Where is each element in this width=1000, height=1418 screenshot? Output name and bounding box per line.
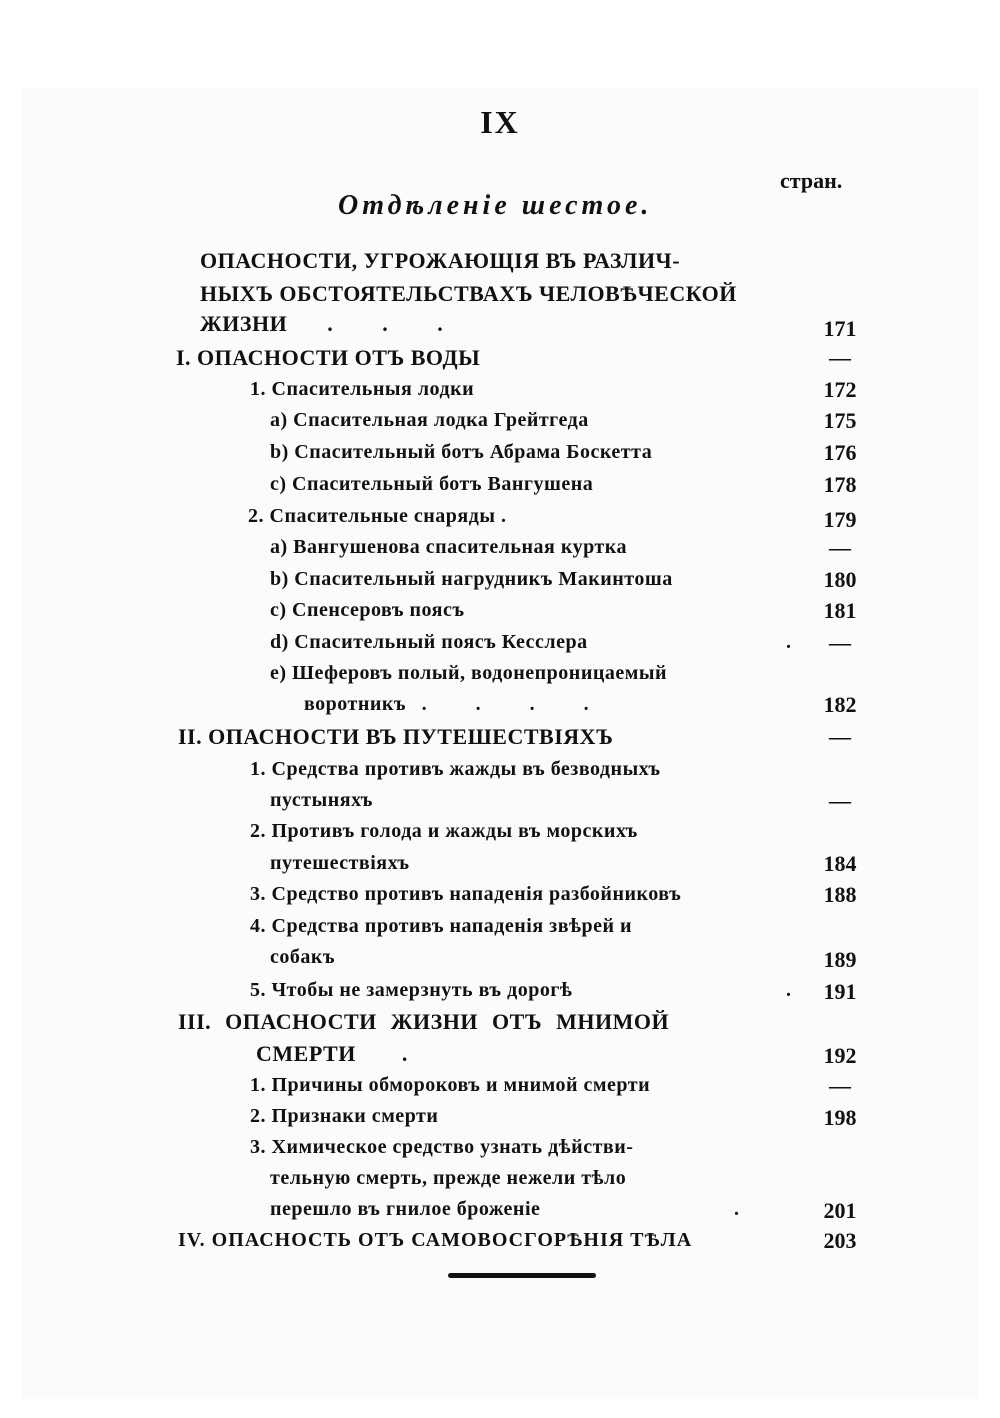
toc-entry-page: —: [829, 630, 851, 655]
toc-entry: [270, 437, 652, 468]
pages-column-label: стран.: [780, 168, 843, 193]
toc-entry: [270, 595, 465, 626]
toc-entry-page: 179: [823, 507, 857, 532]
toc-entry-text: 5. Чтобы не замерзнуть въ дорогѣ: [250, 979, 573, 1001]
toc-entry-text: e) Шеферовъ полый, водонепроницаемый: [270, 662, 668, 684]
toc-entry-page: 172: [823, 377, 857, 402]
toc-entry-text: b) Спасительный ботъ Абрама Боскетта: [270, 441, 653, 463]
toc-entry-text: b) Спасительный нагрудникъ Макинтоша: [270, 568, 673, 590]
toc-entry: [250, 975, 792, 1006]
toc-entry-page: 203: [823, 1228, 857, 1253]
toc-entry-leader: .: [401, 1041, 408, 1066]
intro-heading-line-2: НЫХЪ ОБСТОЯТЕЛЬСТВАХЪ ЧЕЛОВѢЧЕСКОЙ: [200, 281, 737, 306]
toc-entry: [178, 1225, 692, 1256]
toc-entry-page: 176: [823, 440, 857, 465]
toc-entry-text: III. ОПАСНОСТИ ЖИЗНИ ОТЪ МНИМОЙ: [178, 1009, 670, 1034]
toc-entry-page: —: [829, 1073, 851, 1098]
toc-entry: [270, 627, 792, 658]
toc-entry: [250, 879, 681, 910]
toc-entry-text: 1. Причины обмороковъ и мнимой смерти: [250, 1074, 651, 1096]
toc-entry: [178, 1006, 669, 1037]
toc-entry: [270, 469, 593, 500]
toc-entry-text: 2. Спасительные снаряды .: [248, 505, 507, 527]
toc-entry: [178, 721, 613, 752]
toc-entry: [250, 374, 474, 405]
toc-entry-text: IV. ОПАСНОСТЬ ОТЪ САМОВОСГОРѢНІЯ ТѢЛА: [178, 1229, 693, 1251]
toc-entry-text: собакъ: [270, 946, 336, 968]
toc-entry: [270, 405, 589, 436]
toc-entry: [270, 942, 335, 973]
toc-entry-text: 2. Признаки смерти: [250, 1105, 439, 1127]
toc-entry: [256, 1038, 408, 1069]
toc-entry-text: I. ОПАСНОСТИ ОТЪ ВОДЫ: [176, 345, 481, 370]
toc-entry-page: 192: [823, 1043, 857, 1068]
toc-entry-text: 2. Противъ голода и жажды въ морскихъ: [250, 820, 638, 842]
toc-entry-text: путешествіяхъ: [270, 852, 410, 874]
page-number: IX: [480, 104, 520, 140]
section-title: Отдѣленіе шестое.: [338, 190, 653, 221]
toc-entry-page: 188: [823, 882, 857, 907]
toc-entry: [250, 1132, 633, 1163]
toc-entry-page: 182: [823, 692, 857, 717]
toc-entry: [270, 785, 373, 816]
toc-entry-page: 191: [823, 979, 857, 1004]
toc-entry-text: тельную смерть, прежде нежели тѣло: [270, 1167, 627, 1189]
toc-entry-text: 1. Средства противъ жажды въ безводныхъ: [250, 758, 661, 780]
toc-entry-text: c) Спенсеровъ поясъ: [270, 599, 465, 621]
toc-entry-page: —: [829, 724, 851, 749]
toc-entry-text: 4. Средства противъ нападенія звѣрей и: [250, 915, 633, 937]
intro-leader: . . .: [327, 311, 465, 336]
toc-entry-page: 181: [823, 598, 857, 623]
toc-entry-leader: . . . .: [421, 693, 611, 715]
toc-entry-text: воротникъ: [304, 693, 407, 715]
toc-entry: [270, 848, 410, 879]
toc-entry-page: 178: [823, 472, 857, 497]
toc-entry-leader: .: [786, 631, 792, 653]
toc-entry-page: 184: [823, 851, 857, 876]
toc-entry-text: 3. Химическое средство узнать дѣйстви-: [250, 1136, 634, 1158]
toc-entry-text: 3. Средство противъ нападенія разбойниковъ: [250, 883, 682, 905]
toc-entry-text: c) Спасительный ботъ Вангушена: [270, 473, 594, 495]
toc-entry-text: II. ОПАСНОСТИ ВЪ ПУТЕШЕСТВІЯХЪ: [178, 724, 614, 749]
toc-entry: [270, 658, 667, 689]
toc-entry-page: 180: [823, 567, 857, 592]
toc-entry-page: —: [829, 788, 851, 813]
toc-entry: [270, 1163, 626, 1194]
toc-entry: [270, 564, 673, 595]
toc-entry-leader: .: [786, 979, 792, 1001]
intro-heading-line-3: [200, 308, 465, 339]
toc-entry: [270, 532, 627, 563]
toc-entry: [176, 342, 480, 373]
toc-entry-text: пустыняхъ: [270, 789, 373, 811]
toc-entry-page: —: [829, 345, 851, 370]
toc-entry-text: a) Вангушенова спасительная куртка: [270, 536, 627, 558]
intro-heading-line-1: ОПАСНОСТИ, УГРОЖАЮЩІЯ ВЪ РАЗЛИЧ-: [200, 248, 681, 273]
toc-entry-text: 1. Спасительныя лодки: [250, 378, 475, 400]
toc-entry-page: 189: [823, 947, 857, 972]
toc-entry: [250, 911, 632, 942]
toc-entry: [250, 1070, 650, 1101]
toc-entry-page: 201: [823, 1198, 857, 1223]
toc-entry: [248, 501, 506, 532]
toc-entry: [270, 1194, 740, 1225]
toc-entry: [250, 754, 661, 785]
toc-entry: [250, 816, 638, 847]
toc-entry-leader: .: [734, 1198, 740, 1220]
toc-entry: [250, 1101, 438, 1132]
toc-entry-page: —: [829, 535, 851, 560]
intro-heading-text: ЖИЗНИ: [200, 311, 288, 336]
closing-rule: [448, 1273, 596, 1278]
toc-entry-text: СМЕРТИ: [256, 1041, 356, 1066]
toc-entry-page: 175: [823, 408, 857, 433]
toc-entry-page: 198: [823, 1105, 857, 1130]
toc-entry-text: d) Спасительный поясъ Кесслера: [270, 631, 588, 653]
toc-entry-text: перешло въ гнилое броженіе: [270, 1198, 541, 1220]
intro-page: 171: [823, 316, 857, 341]
toc-entry: [304, 689, 611, 720]
toc-entry-text: a) Спасительная лодка Грейтгеда: [270, 409, 589, 431]
